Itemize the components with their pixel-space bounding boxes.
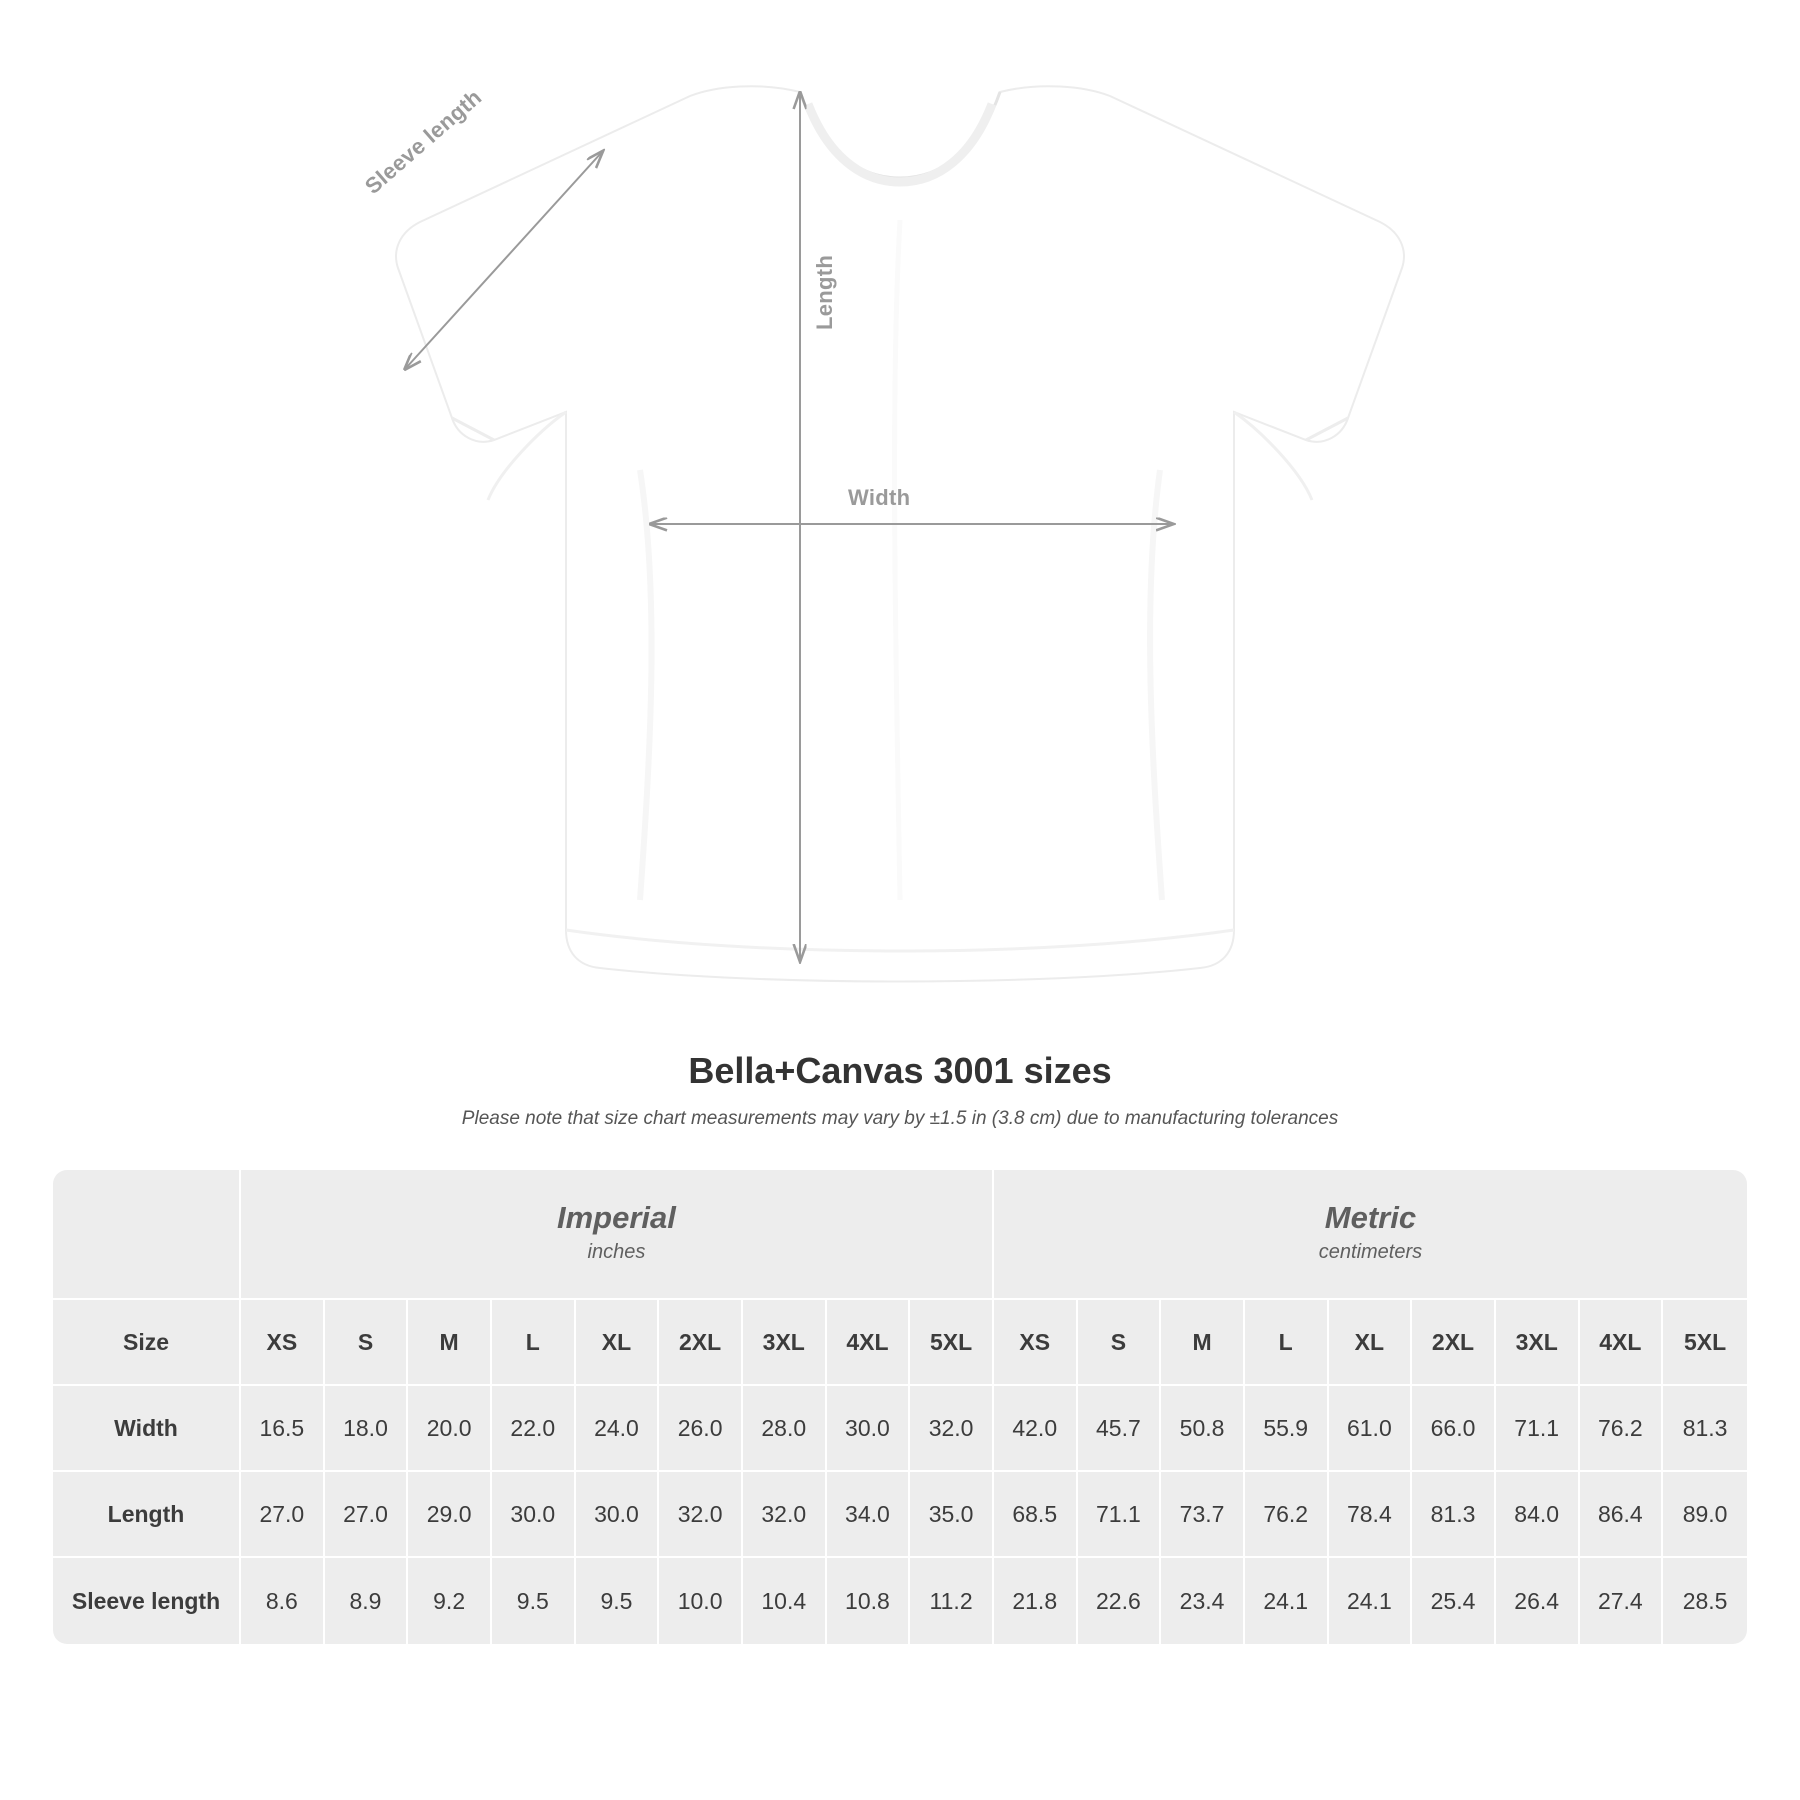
cell-width: 30.0 (827, 1386, 911, 1472)
cell-length: 76.2 (1245, 1472, 1329, 1558)
tolerance-note: Please note that size chart measurements may vary by ±1.5 in (3.8 cm) due to manufacturing tolerances (461, 1108, 1339, 1129)
size-header-cell: XS (241, 1300, 325, 1386)
cell-length: 71.1 (1078, 1472, 1162, 1558)
cell-length: 81.3 (1412, 1472, 1496, 1558)
length-label: Length (812, 254, 837, 330)
size-header-cell: XL (576, 1300, 660, 1386)
unit-imperial-sub: inches (587, 1240, 646, 1263)
cell-sleeve: 25.4 (1412, 1558, 1496, 1644)
size-header-cell: L (492, 1300, 576, 1386)
size-header-cell: M (1161, 1300, 1245, 1386)
row-label-width: Width (53, 1386, 241, 1472)
cell-width: 32.0 (910, 1386, 994, 1472)
cell-width: 24.0 (576, 1386, 660, 1472)
cell-width: 20.0 (408, 1386, 492, 1472)
size-header-cell: 2XL (1412, 1300, 1496, 1386)
unit-imperial (241, 1170, 994, 1300)
cell-length: 35.0 (910, 1472, 994, 1558)
tshirt-shape (396, 86, 1404, 981)
cell-length: 32.0 (743, 1472, 827, 1558)
row-label-length: Length (53, 1472, 241, 1558)
cell-width: 28.0 (743, 1386, 827, 1472)
row-label-sleeve-length: Sleeve length (53, 1558, 241, 1644)
unit-metric-name: Metric (1324, 1200, 1417, 1236)
cell-sleeve: 9.5 (576, 1558, 660, 1644)
cell-width: 45.7 (1078, 1386, 1162, 1472)
cell-width: 66.0 (1412, 1386, 1496, 1472)
unit-header-spacer (53, 1170, 241, 1300)
unit-header-row (53, 1170, 1747, 1300)
unit-metric (994, 1170, 1747, 1300)
size-header-cell: 5XL (1663, 1300, 1747, 1386)
page-title: Bella+Canvas 3001 sizes (688, 1050, 1112, 1091)
cell-sleeve: 21.8 (994, 1558, 1078, 1644)
size-header-label: Size (53, 1300, 241, 1386)
cell-width: 55.9 (1245, 1386, 1329, 1472)
size-header-cell: 5XL (910, 1300, 994, 1386)
cell-length: 27.0 (241, 1472, 325, 1558)
table-row-sleeve-length (53, 1558, 1747, 1644)
cell-length: 68.5 (994, 1472, 1078, 1558)
size-header-row (53, 1300, 1747, 1386)
unit-imperial-name: Imperial (557, 1200, 676, 1236)
table-row-length (53, 1472, 1747, 1558)
cell-width: 61.0 (1329, 1386, 1413, 1472)
size-header-cell: 3XL (743, 1300, 827, 1386)
cell-length: 27.0 (325, 1472, 409, 1558)
cell-sleeve: 8.9 (325, 1558, 409, 1644)
cell-width: 26.0 (659, 1386, 743, 1472)
cell-length: 32.0 (659, 1472, 743, 1558)
size-table-wrap (53, 1170, 1747, 1644)
size-header-cell: 4XL (1580, 1300, 1664, 1386)
size-header-cell: S (1078, 1300, 1162, 1386)
cell-length: 86.4 (1580, 1472, 1664, 1558)
size-header-cell: S (325, 1300, 409, 1386)
cell-sleeve: 10.0 (659, 1558, 743, 1644)
cell-sleeve: 22.6 (1078, 1558, 1162, 1644)
size-header-cell: XS (994, 1300, 1078, 1386)
cell-length: 30.0 (576, 1472, 660, 1558)
size-header-cell: XL (1329, 1300, 1413, 1386)
size-header-cell: 4XL (827, 1300, 911, 1386)
cell-sleeve: 26.4 (1496, 1558, 1580, 1644)
cell-sleeve: 28.5 (1663, 1558, 1747, 1644)
table-row-width (53, 1386, 1747, 1472)
cell-sleeve: 11.2 (910, 1558, 994, 1644)
cell-width: 50.8 (1161, 1386, 1245, 1472)
cell-width: 22.0 (492, 1386, 576, 1472)
size-header-cell: 3XL (1496, 1300, 1580, 1386)
cell-width: 71.1 (1496, 1386, 1580, 1472)
cell-sleeve: 24.1 (1329, 1558, 1413, 1644)
unit-metric-sub: centimeters (1318, 1240, 1423, 1263)
cell-length: 73.7 (1161, 1472, 1245, 1558)
cell-length: 34.0 (827, 1472, 911, 1558)
cell-sleeve: 27.4 (1580, 1558, 1664, 1644)
cell-width: 76.2 (1580, 1386, 1664, 1472)
size-header-cell: L (1245, 1300, 1329, 1386)
width-label: Width (848, 485, 911, 510)
cell-length: 30.0 (492, 1472, 576, 1558)
cell-length: 84.0 (1496, 1472, 1580, 1558)
cell-length: 78.4 (1329, 1472, 1413, 1558)
cell-sleeve: 10.8 (827, 1558, 911, 1644)
cell-width: 18.0 (325, 1386, 409, 1472)
title-block (0, 1050, 1800, 1130)
cell-width: 16.5 (241, 1386, 325, 1472)
cell-length: 29.0 (408, 1472, 492, 1558)
cell-sleeve: 9.2 (408, 1558, 492, 1644)
cell-sleeve: 10.4 (743, 1558, 827, 1644)
size-table (53, 1170, 1747, 1644)
cell-sleeve: 24.1 (1245, 1558, 1329, 1644)
cell-width: 81.3 (1663, 1386, 1747, 1472)
size-header-cell: 2XL (659, 1300, 743, 1386)
cell-sleeve: 8.6 (241, 1558, 325, 1644)
size-header-cell: M (408, 1300, 492, 1386)
cell-sleeve: 9.5 (492, 1558, 576, 1644)
cell-sleeve: 23.4 (1161, 1558, 1245, 1644)
cell-length: 89.0 (1663, 1472, 1747, 1558)
sleeve-length-label: Sleeve length (360, 84, 487, 199)
cell-width: 42.0 (994, 1386, 1078, 1472)
